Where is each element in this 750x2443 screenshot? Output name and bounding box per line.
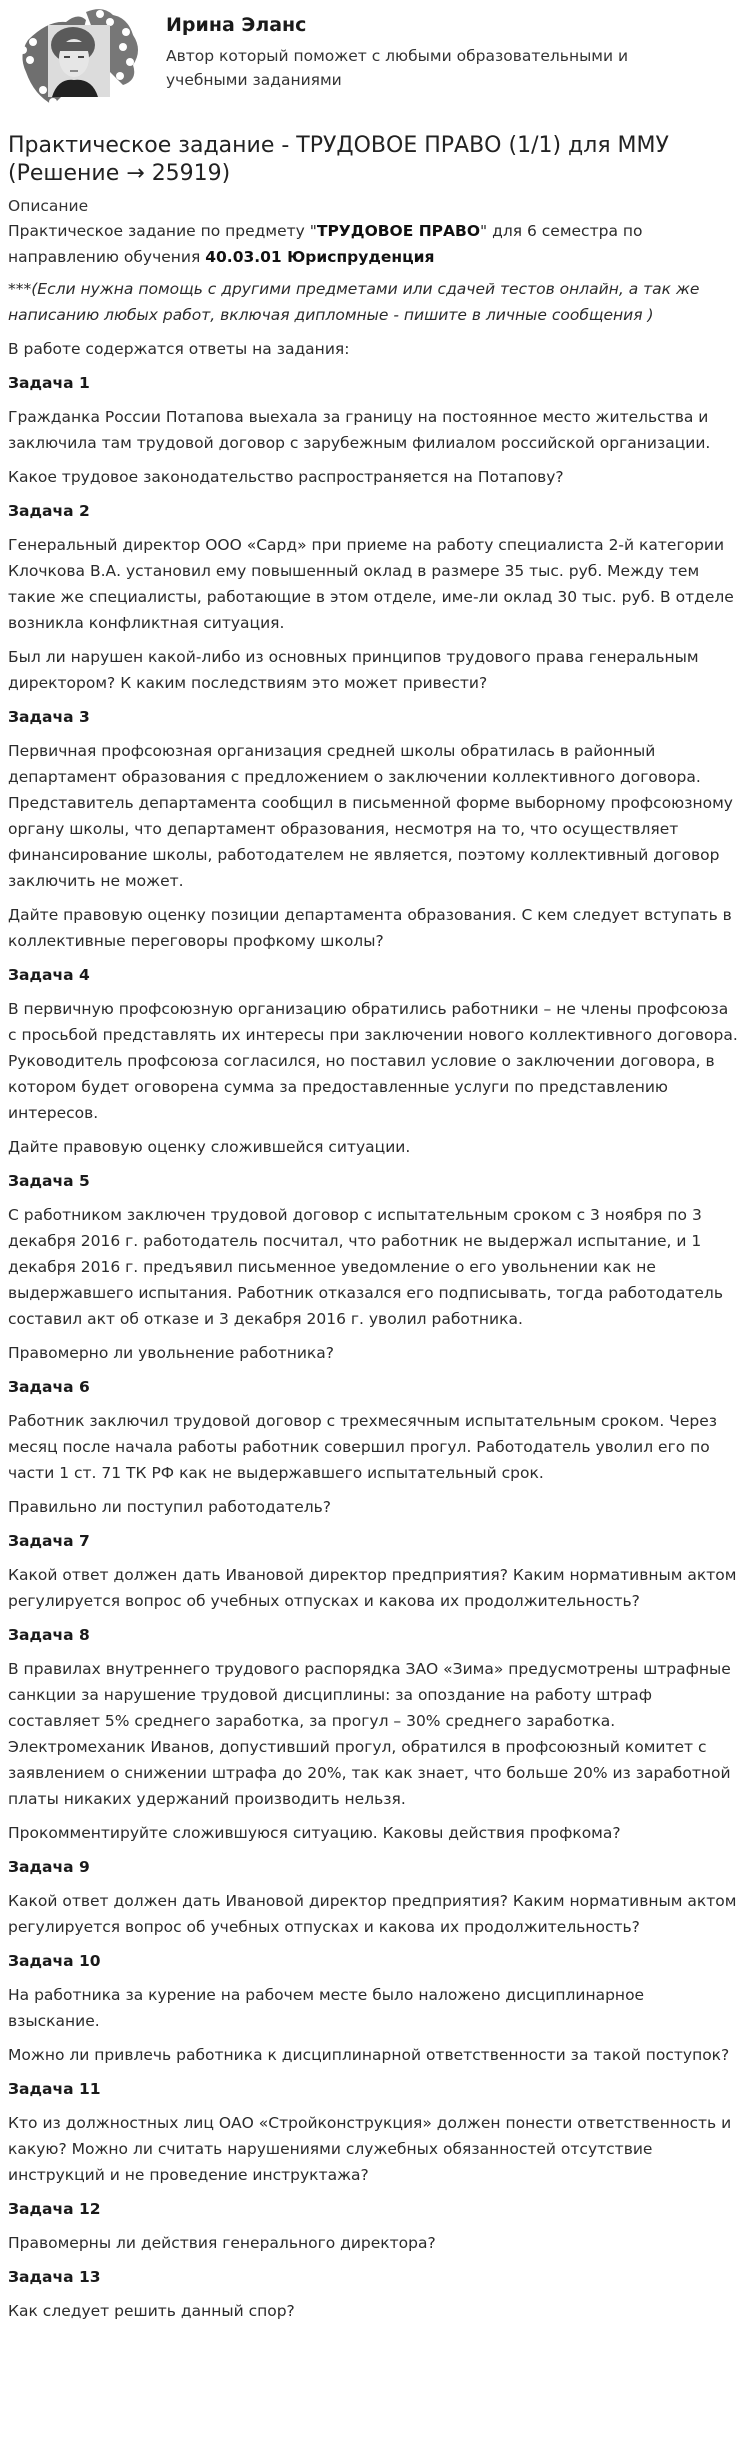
task-item [8, 2264, 742, 2324]
task-paragraph: На работника за курение на рабочем месте было наложено дисциплинарное взыскание. [8, 1986, 645, 2030]
task-paragraph: Работник заключил трудовой договор с трехмесячным испытательным сроком. Через месяц после начала работы работник совершил прогул. Работодатель уволил его по части 1 ст. 71 ТК РФ как не выдержавшего испытательный срок. [8, 1412, 717, 1482]
task-heading: Задача 3 [8, 708, 90, 726]
intro-program: 40.03.01 Юриспруденция [205, 248, 435, 266]
author-avatar[interactable] [8, 0, 158, 118]
task-question: Какой ответ должен дать Ивановой директор предприятия? Каким нормативным актом регулируется вопрос об учебных отпусках и какова их продолжительность? [8, 1566, 737, 1610]
author-name[interactable]: Ирина Эланс [166, 14, 307, 36]
task-question: Дайте правовую оценку сложившейся ситуации. [8, 1138, 411, 1156]
description-label: Описание [8, 197, 89, 215]
task-item [8, 704, 742, 954]
task-heading: Задача 2 [8, 502, 90, 520]
task-heading: Задача 1 [8, 374, 90, 392]
task-heading: Задача 11 [8, 2080, 101, 2098]
task-item [8, 1622, 742, 1846]
task-paragraph: Генеральный директор ООО «Сард» при приеме на работу специалиста 2-й категории Клочкова В.А. установил ему повышенный оклад в размере 35 тыс. руб. Между тем такие же специалисты, работающие в этом отделе, име-ли оклад 30 тыс. руб. В отделе возникла конфликтная ситуация. [8, 536, 734, 632]
task-question: Прокомментируйте сложившуюся ситуацию. Каковы действия профкома? [8, 1824, 621, 1842]
task-question: Какое трудовое законодательство распространяется на Потапову? [8, 468, 564, 486]
task-question: Правильно ли поступил работодатель? [8, 1498, 332, 1516]
note-text: (Если нужна помощь с другими предметами или сдачей тестов онлайн, а так же написанию любых работ, включая дипломные - пишите в личные сообщения ) [8, 280, 700, 324]
author-description: Автор который поможет с любыми образовательными и учебными заданиями [166, 47, 629, 89]
task-heading: Задача 9 [8, 1858, 90, 1876]
task-item [8, 2076, 742, 2188]
contact-note [8, 276, 742, 328]
task-item [8, 962, 742, 1160]
task-item [8, 498, 742, 696]
task-question: Дайте правовую оценку позиции департамента образования. С кем следует вступать в коллективные переговоры профкому школы? [8, 906, 732, 950]
task-item [8, 1528, 742, 1614]
document-title: Практическое задание - ТРУДОВОЕ ПРАВО (1/1) для ММУ (Решение → 25919) [8, 133, 669, 186]
task-heading: Задача 5 [8, 1172, 90, 1190]
task-list [8, 370, 742, 2324]
task-paragraph: В первичную профсоюзную организацию обратились работники – не члены профсоюза с просьбой представлять их интересы при заключении нового коллективного договора. Руководитель профсоюза согласился, но поставил условие о заключении договора, в котором будет оговорена сумма за предоставленные услуги по представлению интересов. [8, 1000, 738, 1122]
intro-prefix: Практическое задание по предмету " [8, 222, 317, 240]
author-info [166, 0, 666, 92]
tasks-lead: В работе содержатся ответы на задания: [8, 340, 350, 358]
task-question: Правомерно ли увольнение работника? [8, 1344, 335, 1362]
task-heading: Задача 6 [8, 1378, 90, 1396]
task-heading: Задача 10 [8, 1952, 101, 1970]
task-item [8, 1374, 742, 1520]
task-paragraph: Первичная профсоюзная организация средней школы обратилась в районный департамент образования с предложением о заключении коллективного договора. Представитель департамента сообщил в письменной форме выборному профсоюзному органу школы, что департамент образования, несмотря на то, что осуществляет финансирование школы, работодателем не является, поэтому коллективный договор заключить не может. [8, 742, 733, 890]
task-heading: Задача 7 [8, 1532, 90, 1550]
task-item [8, 370, 742, 490]
task-paragraph: В правилах внутреннего трудового распорядка ЗАО «Зима» предусмотрены штрафные санкции за нарушение трудовой дисциплины: за опоздание на работу штраф составляет 5% среднего заработка, за прогул – 30% среднего заработка. Электромеханик Иванов, допустивший прогул, обратился в профсоюзный комитет с заявлением о снижении штрафа до 20%, так как знает, что больше 20% из заработной платы никаких удержаний производить нельзя. [8, 1660, 731, 1808]
task-item [8, 1168, 742, 1366]
task-question: Можно ли привлечь работника к дисциплинарной ответственности за такой поступок? [8, 2046, 730, 2064]
author-avatar-photo-icon [8, 0, 158, 118]
task-question: Какой ответ должен дать Ивановой директор предприятия? Каким нормативным актом регулируется вопрос об учебных отпусках и какова их продолжительность? [8, 1892, 737, 1936]
task-question: Кто из должностных лиц ОАО «Стройконструкция» должен понести ответственность и какую? Можно ли считать нарушениями служебных обязанностей отсутствие инструкций и не проведение инструктажа? [8, 2114, 732, 2184]
task-heading: Задача 12 [8, 2200, 101, 2218]
author-card [8, 0, 742, 120]
task-question: Был ли нарушен какой-либо из основных принципов трудового права генеральным директором? К каким последствиям это может привести? [8, 648, 699, 692]
task-item [8, 2196, 742, 2256]
intro-subject: ТРУДОВОЕ ПРАВО [316, 222, 481, 240]
description-intro [8, 218, 742, 270]
task-question: Как следует решить данный спор? [8, 2302, 295, 2320]
task-item [8, 1854, 742, 1940]
task-question: Правомерны ли действия генерального директора? [8, 2234, 436, 2252]
task-heading: Задача 4 [8, 966, 90, 984]
task-heading: Задача 8 [8, 1626, 90, 1644]
note-stars: *** [8, 280, 32, 298]
intro-middle: " для 6 семестра по направлению обучения [8, 222, 643, 266]
task-paragraph: Гражданка России Потапова выехала за границу на постоянное место жительства и заключила там трудовой договор с зарубежным филиалом российской организации. [8, 408, 711, 452]
task-paragraph: С работником заключен трудовой договор с испытательным сроком с 3 ноября по 3 декабря 2016 г. работодатель посчитал, что работник не выдержал испытание, и 1 декабря 2016 г. предъявил письменное уведомление о его увольнении как не выдержавшего испытания. Работник отказался его подписывать, тогда работодатель составил акт об отказе и 3 декабря 2016 г. уволил работника. [8, 1206, 723, 1328]
task-item [8, 1948, 742, 2068]
task-heading: Задача 13 [8, 2268, 101, 2286]
